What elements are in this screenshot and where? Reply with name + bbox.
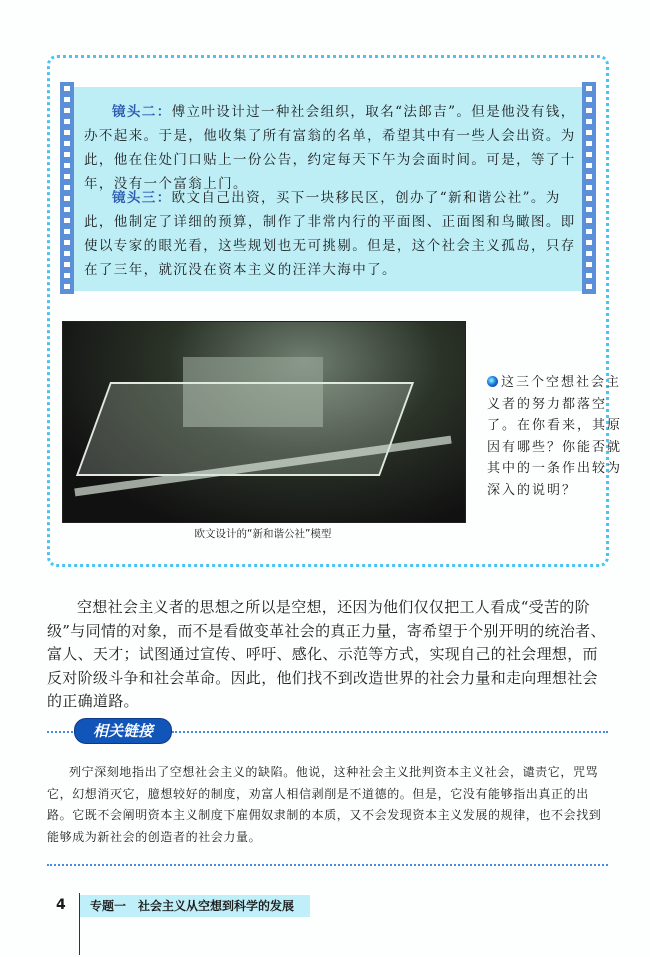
bullet-icon: [487, 376, 498, 387]
related-link-badge: 相关链接: [74, 718, 172, 744]
question-text: 这三个空想社会主义者的努力都落空了。在你看来，其原因有哪些？你能否就其中的一条作出较为深入的说明？: [487, 375, 623, 498]
discussion-question: [487, 372, 622, 501]
shot-three-label: 镜头三：: [112, 190, 172, 206]
dotted-divider: [47, 864, 608, 866]
shot-three-paragraph: [84, 186, 576, 282]
dotted-divider: [172, 731, 608, 733]
new-harmony-model-image: [62, 321, 466, 523]
film-strip-right: [582, 82, 596, 294]
shot-two-label: 镜头二：: [112, 104, 172, 120]
related-link-text: 列宁深刻地指出了空想社会主义的缺陷。他说，这种社会主义批判资本主义社会，谴责它，咒骂它，幻想消灭它，臆想较好的制度，劝富人相信剥削是不道德的。但是，它没有能够指出真正的出路。它既不会阐明资本主义制度下雇佣奴隶制的本质，又不会发现资本主义发展的规律，也不会找到能够成为新社会的创造者的社会力量。: [47, 765, 602, 844]
figure-caption: 欧文设计的“新和谐公社”模型: [194, 528, 332, 540]
chapter-title: 专题一 社会主义从空想到科学的发展: [80, 895, 310, 917]
shot-two-text: 傅立叶设计过一种社会组织，取名“法郎吉”。但是他没有钱，办不起来。于是，他收集了所有富翁的名单，希望其中有一些人会出资。为此，他在住处门口贴上一份公告，约定每天下午为会面时间。可是，等了十年，没有一个富翁上门。: [84, 104, 576, 192]
page-number: 4: [56, 897, 66, 913]
body-paragraph: 空想社会主义者的思想之所以是空想，还因为他们仅仅把工人看成“受苦的阶级”与同情的对象，而不是看做变革社会的真正力量，寄希望于个别开明的统治者、富人、天才；试图通过宣传、呼吁、感化、示范等方式，实现自己的社会理想，而反对阶级斗争和社会革命。因此，他们找不到改造世界的社会力量和走向理想社会的正确道路。: [47, 598, 606, 710]
film-strip-left: [60, 82, 74, 294]
shot-two-paragraph: [84, 100, 576, 196]
dotted-divider: [47, 731, 73, 733]
shot-three-text: 欧文自己出资，买下一块移民区，创办了“新和谐公社”。为此，他制定了详细的预算，制作了非常内行的平面图、正面图和鸟瞰图。即使以专家的眼光看，这些规划也无可挑剔。但是，这个社会主义孤岛，只存在了三年，就沉没在资本主义的汪洋大海中了。: [84, 190, 576, 278]
